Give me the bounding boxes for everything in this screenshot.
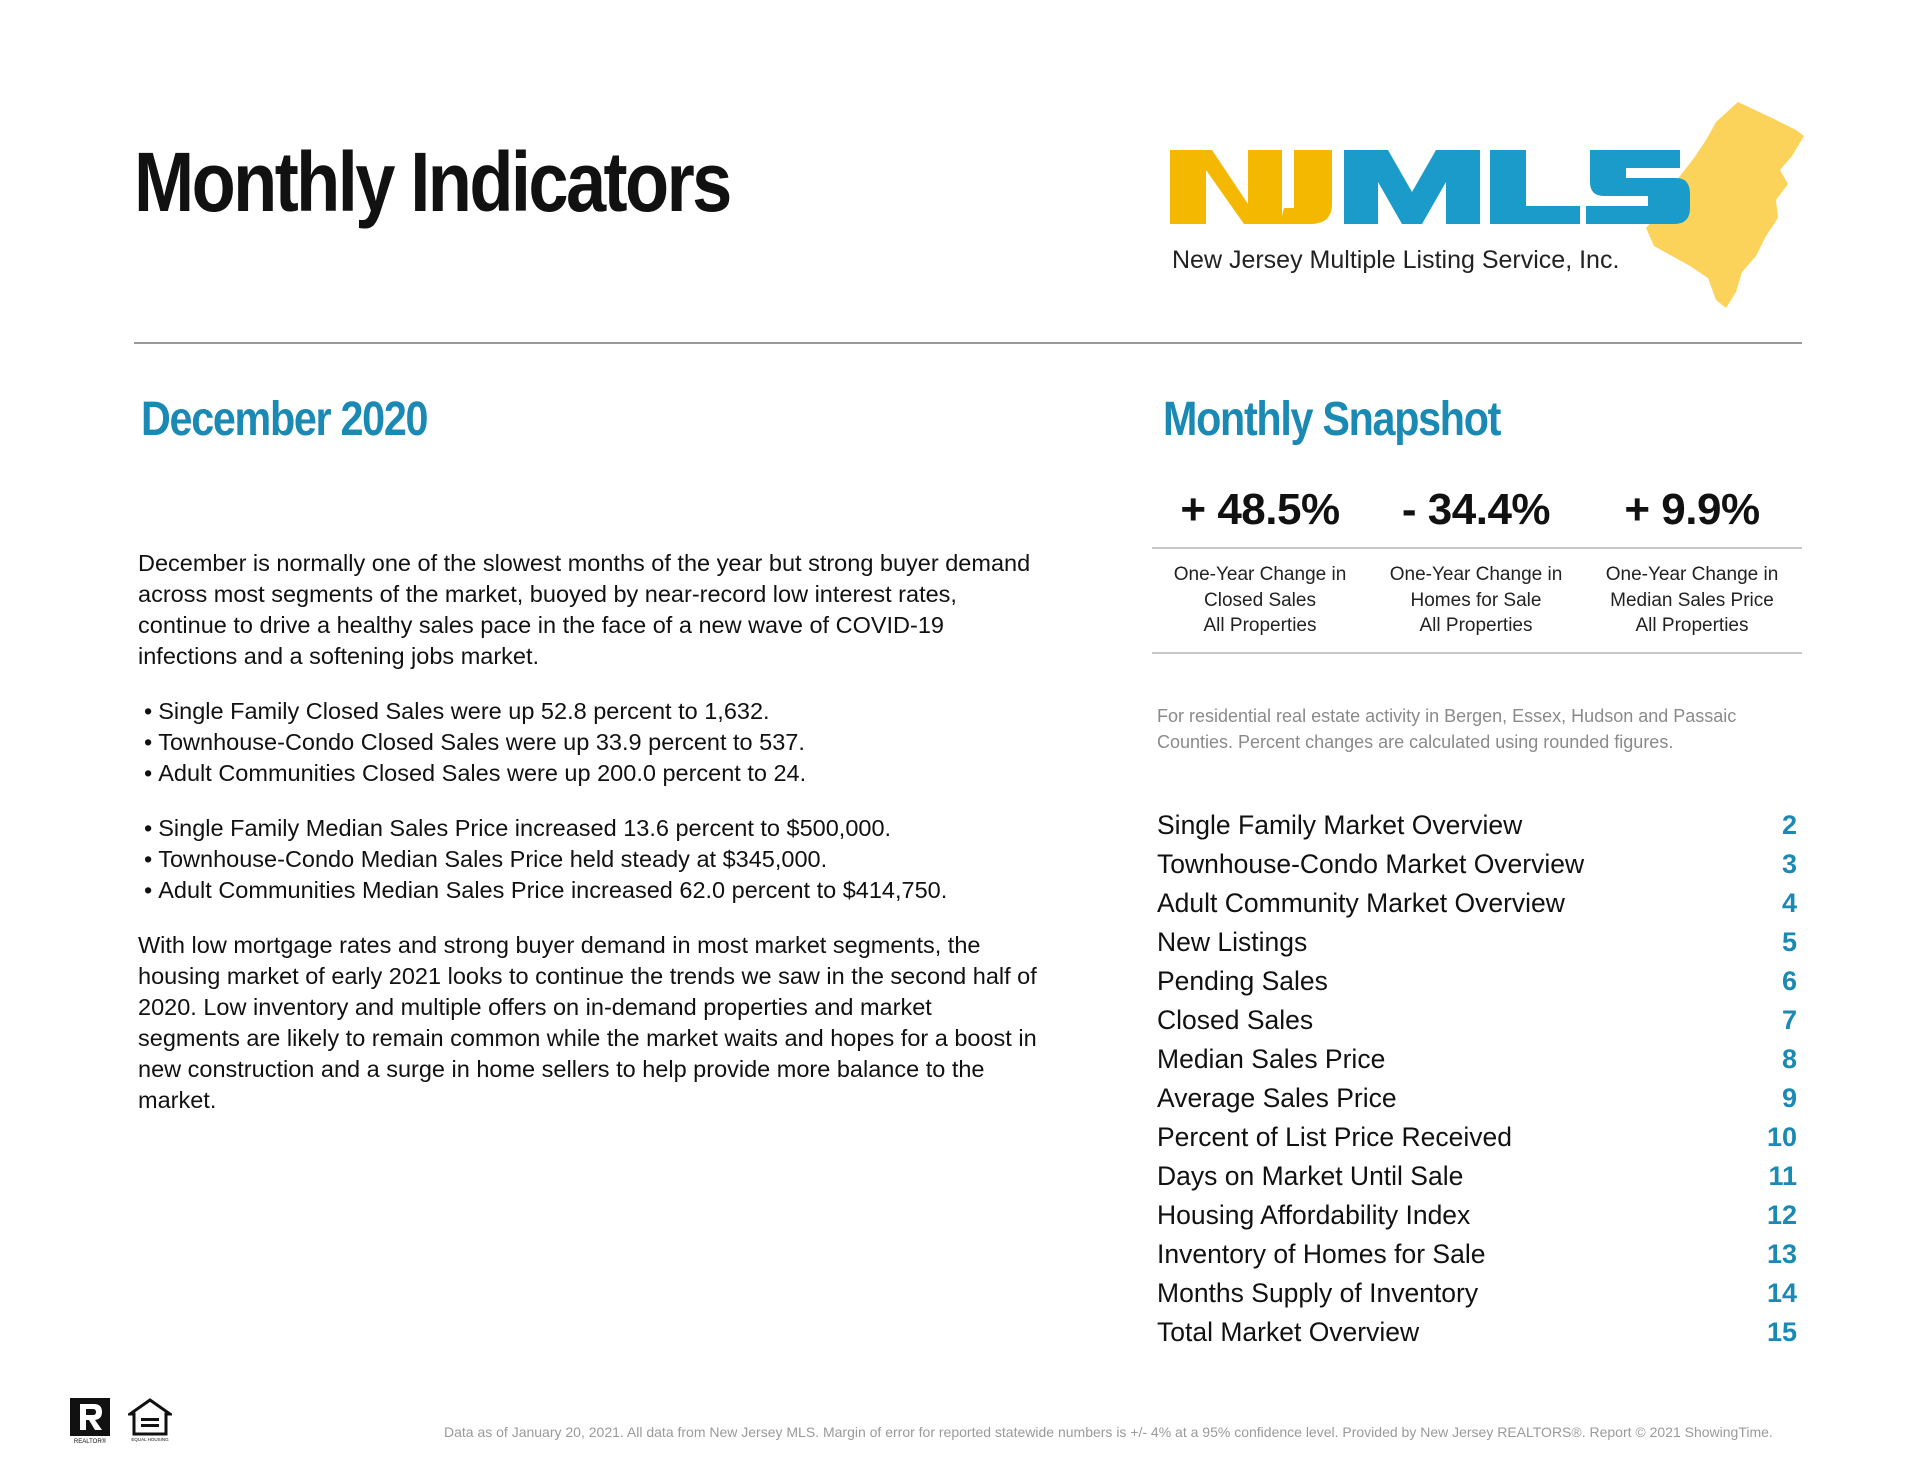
toc-label: Housing Affordability Index bbox=[1157, 1200, 1471, 1230]
logo-subtitle: New Jersey Multiple Listing Service, Inc. bbox=[1172, 246, 1620, 274]
bullet-item: • Adult Communities Closed Sales were up 200.0 percent to 24. bbox=[138, 758, 1038, 789]
snapshot-note: For residential real estate activity in Bergen, Essex, Hudson and Passaic Counties. Percent changes are calculated using rounded figures. bbox=[1157, 706, 1737, 752]
toc-label: Months Supply of Inventory bbox=[1157, 1278, 1479, 1308]
toc-item[interactable] bbox=[1157, 923, 1797, 962]
toc-page: 6 bbox=[1781, 966, 1797, 996]
toc-label: Inventory of Homes for Sale bbox=[1157, 1239, 1486, 1269]
bullet-item: • Townhouse-Condo Median Sales Price held steady at $345,000. bbox=[138, 844, 1038, 875]
toc-label: Pending Sales bbox=[1157, 966, 1328, 996]
closing-paragraph: With low mortgage rates and strong buyer demand in most market segments, the housing market of early 2021 looks to continue the trends we saw in the second half of 2020. Low inventory and multiple offers on in-demand properties and market segments are likely to remain common while the market waits and hopes for a boost in new construction and a surge in home sellers to help provide more balance to the market. bbox=[138, 932, 1037, 1113]
desc-line: All Properties bbox=[1419, 615, 1533, 636]
snapshot-divider-top bbox=[1152, 547, 1802, 549]
footer-disclaimer: Data as of January 20, 2021. All data from New Jersey MLS. Margin of error for reported statewide numbers is +/- 4% at a 95% confidence level. Provided by New Jersey REALTORS®. Report © 2021 ShowingTime. bbox=[444, 1424, 1773, 1440]
month-heading: December 2020 bbox=[141, 393, 428, 446]
summary-text bbox=[138, 548, 1038, 1116]
toc-label: Total Market Overview bbox=[1157, 1317, 1420, 1347]
toc-page: 13 bbox=[1766, 1239, 1797, 1269]
njmls-logo bbox=[1160, 96, 1810, 311]
toc-item[interactable] bbox=[1157, 1001, 1797, 1040]
toc-page: 2 bbox=[1781, 810, 1797, 840]
toc-item[interactable] bbox=[1157, 1313, 1797, 1352]
bullet-item: • Single Family Closed Sales were up 52.8 percent to 1,632. bbox=[138, 696, 1038, 727]
snapshot-heading: Monthly Snapshot bbox=[1163, 393, 1501, 446]
toc-label: Single Family Market Overview bbox=[1157, 810, 1523, 840]
snapshot-closed-sales-value: + 48.5% bbox=[1180, 485, 1340, 534]
desc-line: All Properties bbox=[1635, 615, 1749, 636]
toc-page: 3 bbox=[1781, 849, 1797, 879]
toc-item[interactable] bbox=[1157, 1040, 1797, 1079]
toc-page: 9 bbox=[1781, 1083, 1797, 1113]
desc-line: One-Year Change in bbox=[1389, 564, 1563, 585]
closed-sales-bullets bbox=[138, 696, 1038, 789]
snapshot-median-price-value: + 9.9% bbox=[1624, 485, 1760, 534]
toc-label: Days on Market Until Sale bbox=[1157, 1161, 1464, 1191]
desc-line: Median Sales Price bbox=[1610, 589, 1774, 611]
toc-page: 8 bbox=[1781, 1044, 1797, 1074]
snapshot-median-price-desc bbox=[1584, 562, 1800, 639]
toc-label: New Listings bbox=[1157, 927, 1308, 957]
toc-page: 5 bbox=[1781, 927, 1797, 957]
logo-letters bbox=[1170, 150, 1690, 224]
desc-line: One-Year Change in bbox=[1173, 564, 1347, 585]
equal-housing-icon bbox=[128, 1398, 172, 1444]
bullet-item: • Single Family Median Sales Price increased 13.6 percent to $500,000. bbox=[138, 813, 1038, 844]
desc-line: All Properties bbox=[1203, 615, 1317, 636]
realtor-logo-icon bbox=[70, 1398, 110, 1444]
toc-label: Percent of List Price Received bbox=[1157, 1122, 1512, 1152]
toc-item[interactable] bbox=[1157, 845, 1797, 884]
snapshot-divider-bottom bbox=[1152, 652, 1802, 654]
intro-paragraph: December is normally one of the slowest months of the year but strong buyer demand across most segments of the market, buoyed by near-record low interest rates, continue to drive a healthy sales pace in the face of a new wave of COVID-19 infections and a softening jobs market. bbox=[138, 550, 1031, 669]
snapshot-values bbox=[1152, 480, 1802, 544]
toc-item[interactable] bbox=[1157, 806, 1797, 845]
toc-label: Average Sales Price bbox=[1157, 1083, 1397, 1113]
desc-line: Closed Sales bbox=[1204, 589, 1316, 611]
page-title: Monthly Indicators bbox=[134, 135, 730, 229]
toc-label: Adult Community Market Overview bbox=[1157, 888, 1565, 918]
toc-page: 4 bbox=[1781, 888, 1797, 918]
toc-label: Townhouse-Condo Market Overview bbox=[1157, 849, 1585, 879]
toc-item[interactable] bbox=[1157, 1196, 1797, 1235]
snapshot-closed-sales-desc bbox=[1152, 562, 1368, 639]
toc-page: 10 bbox=[1766, 1122, 1797, 1152]
toc-page: 15 bbox=[1766, 1317, 1797, 1347]
median-price-bullets bbox=[138, 813, 1038, 906]
snapshot-homes-for-sale-desc bbox=[1368, 562, 1584, 639]
bullet-item: • Adult Communities Median Sales Price increased 62.0 percent to $414,750. bbox=[138, 875, 1038, 906]
header-divider bbox=[134, 342, 1802, 344]
toc-page: 14 bbox=[1766, 1278, 1797, 1308]
toc-label: Closed Sales bbox=[1157, 1005, 1314, 1035]
table-of-contents bbox=[1157, 806, 1797, 1352]
toc-item[interactable] bbox=[1157, 1079, 1797, 1118]
toc-item[interactable] bbox=[1157, 1235, 1797, 1274]
svg-text:EQUAL HOUSING: EQUAL HOUSING bbox=[131, 1437, 169, 1442]
toc-item[interactable] bbox=[1157, 884, 1797, 923]
toc-item[interactable] bbox=[1157, 1118, 1797, 1157]
toc-page: 12 bbox=[1766, 1200, 1797, 1230]
snapshot-homes-for-sale-value: - 34.4% bbox=[1401, 485, 1551, 534]
desc-line: Homes for Sale bbox=[1410, 589, 1542, 611]
desc-line: One-Year Change in bbox=[1605, 564, 1779, 585]
snapshot-descriptions bbox=[1152, 562, 1802, 639]
bullet-item: • Townhouse-Condo Closed Sales were up 33.9 percent to 537. bbox=[138, 727, 1038, 758]
svg-text:REALTOR®: REALTOR® bbox=[73, 1439, 107, 1444]
toc-item[interactable] bbox=[1157, 962, 1797, 1001]
toc-page: 7 bbox=[1781, 1005, 1797, 1035]
toc-page: 11 bbox=[1768, 1161, 1797, 1191]
toc-label: Median Sales Price bbox=[1157, 1044, 1386, 1074]
toc-item[interactable] bbox=[1157, 1157, 1797, 1196]
toc-item[interactable] bbox=[1157, 1274, 1797, 1313]
